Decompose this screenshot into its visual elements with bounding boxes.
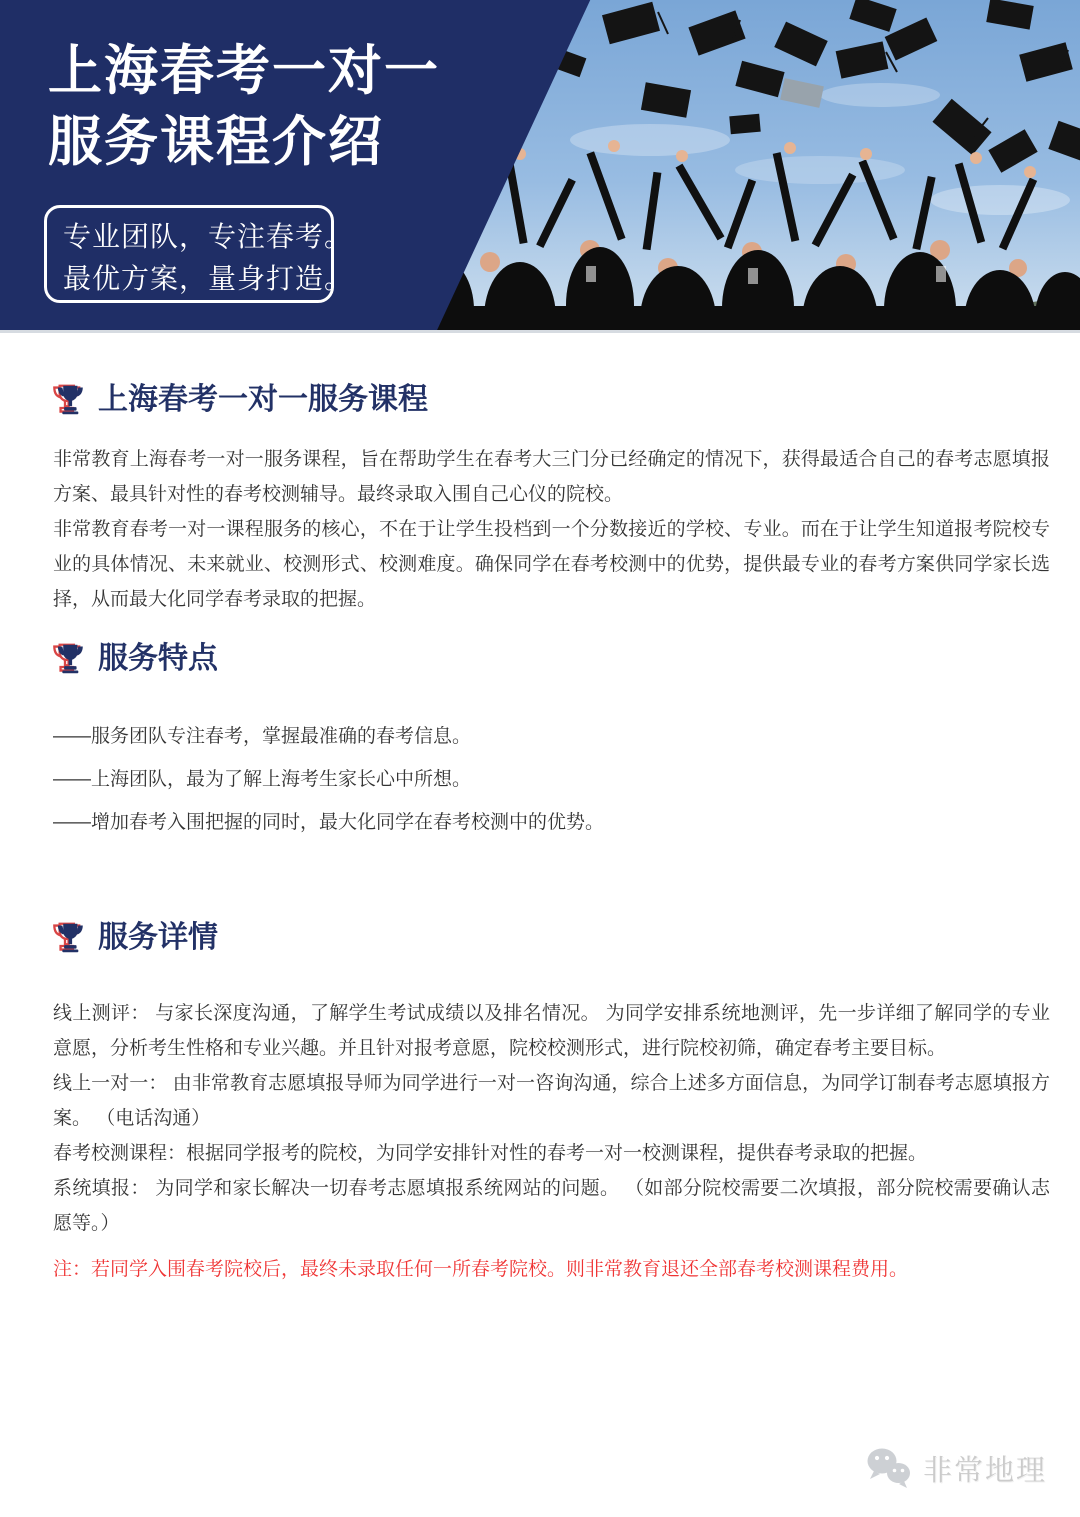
tagline-box bbox=[44, 205, 354, 303]
feature-item: ——增加春考入围把握的同时，最大化同学在春考校测中的优势。 bbox=[53, 812, 605, 833]
course-paragraphs bbox=[53, 442, 1050, 617]
feature-item: ——服务团队专注春考，掌握最准确的春考信息。 bbox=[53, 726, 472, 747]
section-heading-features bbox=[53, 641, 1050, 677]
section-heading-text: 服务详情 bbox=[98, 921, 218, 954]
feature-list bbox=[53, 715, 1050, 844]
paragraph: 非常教育春考一对一课程服务的核心，不在于让学生投档到一个分数接近的学校、专业。而在于让学生知道报考院校专业的具体情况、未来就业、校测形式、校测难度。确保同学在春考校测中的优势，提供最专业的春考方案供同学家长选择，从而最大化同学春考录取的把握。 bbox=[53, 519, 1050, 610]
page-title-line1: 上海春考一对一 bbox=[48, 41, 440, 101]
page-title bbox=[48, 36, 440, 178]
paragraph: 线上一对一： 由非常教育志愿填报导师为同学进行一对一咨询沟通，综合上述多方面信息，为同学订制春考志愿填报方案。 （电话沟通） bbox=[53, 1073, 1050, 1129]
paragraph: 系统填报： 为同学和家长解决一切春考志愿填报系统网站的问题。 （如部分院校需要二次填报，部分院校需要确认志愿等。） bbox=[53, 1178, 1050, 1234]
header-banner bbox=[0, 0, 1080, 333]
section-heading-text: 服务特点 bbox=[98, 642, 218, 675]
section-heading-text: 上海春考一对一服务课程 bbox=[98, 383, 428, 416]
feature-item: ——上海团队，最为了解上海考生家长心中所想。 bbox=[53, 769, 472, 790]
tagline-line1: 专业团队，专注春考。 bbox=[63, 221, 354, 252]
section-heading-details bbox=[53, 920, 1050, 956]
content bbox=[0, 382, 1080, 1285]
refund-note: 注：若同学入围春考院校后，最终未录取任何一所春考院校。则非常教育退还全部春考校测课程费用。 bbox=[53, 1259, 909, 1280]
paragraph: 春考校测课程：根据同学报考的院校，为同学安排针对性的春考一对一校测课程，提供春考录取的把握。 bbox=[53, 1143, 928, 1164]
page-title-line2: 服务课程介绍 bbox=[48, 112, 384, 172]
trophy-icon bbox=[53, 641, 85, 677]
brand-watermark bbox=[865, 1446, 1047, 1490]
tagline-line2: 最优方案，量身打造。 bbox=[63, 263, 354, 294]
detail-paragraphs bbox=[53, 996, 1050, 1241]
brand-name: 非常地理 bbox=[922, 1454, 1047, 1487]
paragraph: 非常教育上海春考一对一服务课程，旨在帮助学生在春考大三门分已经确定的情况下，获得最适合自己的春考志愿填报方案、最具针对性的春考校测辅导。最终录取入围自己心仪的院校。 bbox=[53, 449, 1050, 505]
paragraph: 线上测评： 与家长深度沟通，了解学生考试成绩以及排名情况。 为同学安排系统地测评，先一步详细了解同学的专业意愿，分析考生性格和专业兴趣。并且针对报考意愿，院校校测形式，进行院校初筛，确定春考主要目标。 bbox=[53, 1003, 1050, 1059]
trophy-icon bbox=[53, 382, 85, 418]
wechat-icon bbox=[865, 1446, 913, 1490]
section-heading-course bbox=[53, 382, 1050, 418]
trophy-icon bbox=[53, 920, 85, 956]
